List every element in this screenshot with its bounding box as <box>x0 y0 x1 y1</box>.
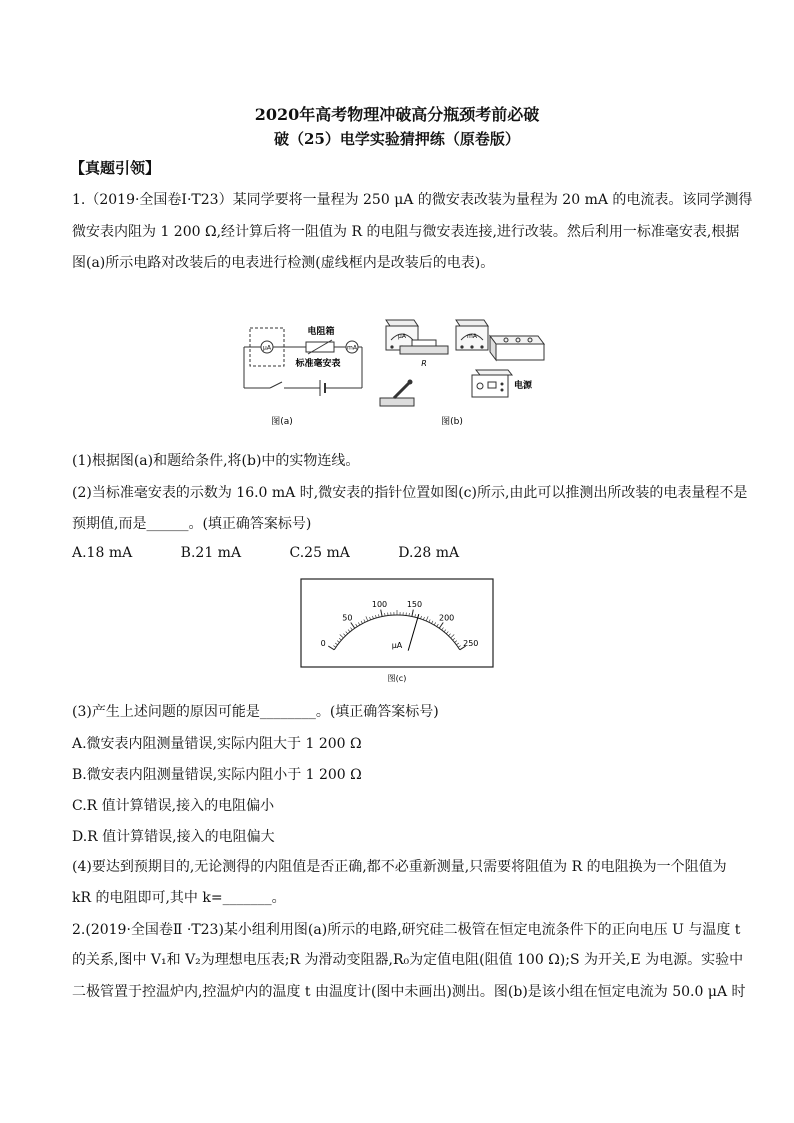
q1-part4-line: kR 的电阻即可,其中 k=_______。 <box>72 890 286 906</box>
option-d[interactable]: D.28 mA <box>398 545 460 561</box>
option-a[interactable]: A.18 mA <box>72 545 133 561</box>
page-subtitle: 破（25）电学实验猜押练（原卷版） <box>274 130 520 148</box>
dial-tick-label: 150 <box>406 599 423 609</box>
figure-a-circuit <box>236 318 376 430</box>
q1-part3-option[interactable]: C.R 值计算错误,接入的电阻偏小 <box>72 798 275 814</box>
figure-b-caption: 图(b) <box>441 417 463 427</box>
q1-text-line: 1.（2019·全国卷Ⅰ·T23）某同学要将一量程为 250 μA 的微安表改装为量程为 20 mA 的电流表。该同学测得 <box>72 192 753 208</box>
dial-tick-label: 200 <box>439 613 455 623</box>
dial-tick-label: 250 <box>463 638 479 648</box>
q2-text-line: 的关系,图中 V₁和 V₂为理想电压表;R 为滑动变阻器,R₀为定值电阻(阻值 100 Ω);S 为开关,E 为电源。实验中 <box>72 952 744 968</box>
switch-device <box>380 380 414 407</box>
label-standard-meter: 标准毫安表 <box>295 359 341 369</box>
svg-text:mA: mA <box>347 344 357 352</box>
resistance-box-device <box>490 336 544 360</box>
label-power: 电源 <box>514 381 533 391</box>
milliammeter-device <box>456 320 488 350</box>
section-heading: 【真题引领】 <box>70 159 161 177</box>
label-r: R <box>421 359 427 368</box>
q1-part3: (3)产生上述问题的原因可能是________。(填正确答案标号) <box>72 704 439 720</box>
svg-text:μA: μA <box>398 333 406 340</box>
dial-tick-label: 100 <box>371 599 388 609</box>
page-title: 2020年高考物理冲破高分瓶颈考前必破 <box>254 105 540 124</box>
q1-part2-line: 预期值,而是______。(填正确答案标号) <box>72 516 312 532</box>
svg-text:mA: mA <box>467 333 477 340</box>
option-c[interactable]: C.25 mA <box>289 545 350 561</box>
option-b[interactable]: B.21 mA <box>180 545 242 561</box>
power-source-device <box>472 370 533 397</box>
q2-text-line: 二极管置于控温炉内,控温炉内的温度 t 由温度计(图中未画出)测出。图(b)是该小组在恒定电流为 50.0 μA 时 <box>72 984 746 1000</box>
q1-part2-options <box>72 545 503 561</box>
q1-text-line: 微安表内阻为 1 200 Ω,经计算后将一阻值为 R 的电阻与微安表连接,进行改装。然后利用一标准毫安表,根据 <box>72 224 740 240</box>
label-resistor-box: 电阻箱 <box>307 327 335 337</box>
figure-c-caption: 图(c) <box>387 674 407 683</box>
svg-text:μA: μA <box>263 344 271 352</box>
figure-a-caption: 图(a) <box>271 417 293 427</box>
figure-c-dial <box>299 577 495 687</box>
q2-text-line: 2.(2019·全国卷Ⅱ ·T23)某小组利用图(a)所示的电路,研究硅二极管在恒定电流条件下的正向电压 U 与温度 t <box>72 922 741 938</box>
switch <box>270 382 282 388</box>
dial-unit: μA <box>391 641 403 650</box>
figure-b-apparatus <box>372 318 548 430</box>
q1-part4-line: (4)要达到预期目的,无论测得的内阻值是否正确,都不必重新测量,只需要将阻值为 R 的电阻换为一个阻值为 <box>72 859 727 875</box>
q1-text-line: 图(a)所示电路对改装后的电表进行检测(虚线框内是改装后的电表)。 <box>72 255 495 271</box>
dial-tick-label: 0 <box>320 638 326 648</box>
dial-frame <box>301 579 493 667</box>
q1-part3-option[interactable]: B.微安表内阻测量错误,实际内阻小于 1 200 Ω <box>72 767 362 783</box>
q1-part3-option[interactable]: A.微安表内阻测量错误,实际内阻大于 1 200 Ω <box>72 736 362 752</box>
q1-part3-option[interactable]: D.R 值计算错误,接入的电阻偏大 <box>72 829 275 845</box>
q1-part2-line: (2)当标准毫安表的示数为 16.0 mA 时,微安表的指针位置如图(c)所示,由此可以推测出所改装的电表量程不是 <box>72 485 748 501</box>
dial-tick-label: 50 <box>342 613 353 623</box>
q1-part1: (1)根据图(a)和题给条件,将(b)中的实物连线。 <box>72 453 360 469</box>
